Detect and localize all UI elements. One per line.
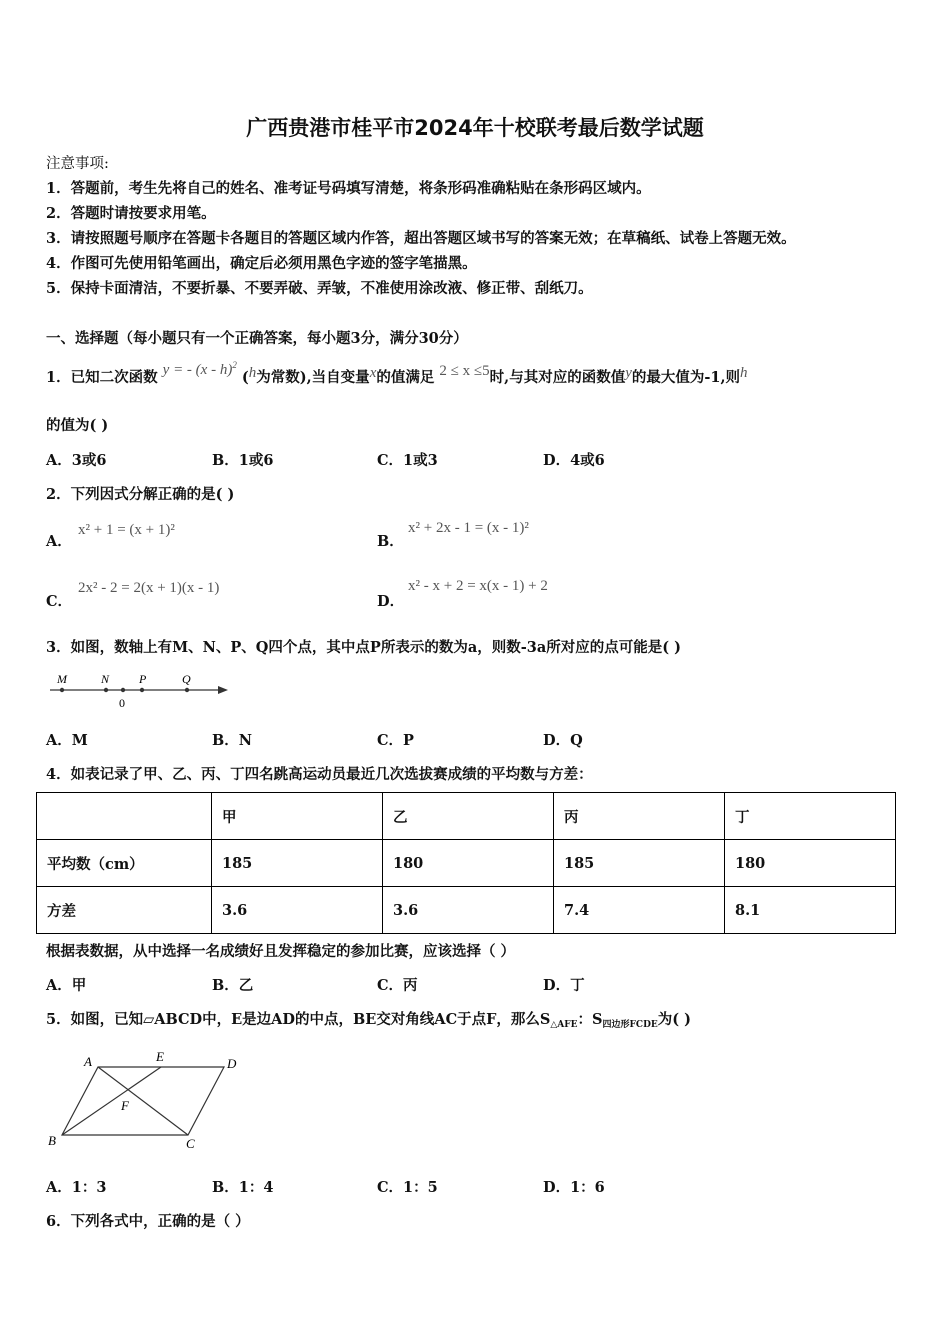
label-a: A [84, 1054, 92, 1069]
option-a-formula: x² + 1 = (x + 1)² [78, 522, 175, 538]
option-d: D．1：6 [543, 1179, 605, 1196]
option-b: B．乙 [212, 977, 254, 994]
option-b: B．1：4 [212, 1179, 274, 1196]
q1-text-line2: 的值为( ) [46, 417, 109, 434]
option-d: D．Q [543, 732, 583, 749]
table-cell [37, 793, 212, 840]
label-q: Q [182, 672, 191, 686]
table-row [37, 840, 896, 887]
q2-stem: 2．下列因式分解正确的是( ) [46, 486, 235, 503]
option-c: C．P [377, 732, 414, 749]
scores-table [36, 792, 896, 934]
label-zero: 0 [119, 696, 125, 710]
table-cell: 7.4 [554, 887, 725, 934]
option-c-label: C． [46, 593, 73, 610]
table-cell: 180 [383, 840, 554, 887]
notice-item: 5．保持卡面清洁，不要折暴、不要弄破、弄皱，不准使用涂改液、修正带、刮纸刀。 [46, 280, 593, 297]
option-a: A．M [46, 732, 88, 749]
option-d-label: D． [377, 593, 405, 610]
q4-after: 根据表数据，从中选择一名成绩好且发挥稳定的参加比赛，应该选择（ ） [46, 943, 516, 960]
option-a-label: A． [46, 533, 72, 550]
point-m [60, 688, 64, 692]
point-zero [121, 688, 125, 692]
notice-item: 4．作图可先使用铅笔画出，确定后必须用黑色字迹的签字笔描黑。 [46, 255, 477, 272]
section-heading: 一、选择题（每小题只有一个正确答案，每小题3分，满分30分） [46, 330, 468, 347]
option-c: C．1或3 [377, 452, 438, 469]
q6-stem: 6．下列各式中，正确的是（ ） [46, 1213, 250, 1230]
table-cell: 3.6 [212, 887, 383, 934]
option-d: D．4或6 [543, 452, 605, 469]
label-f: F [121, 1098, 129, 1113]
option-c-formula: 2x² - 2 = 2(x + 1)(x - 1) [78, 580, 220, 596]
point-p [140, 688, 144, 692]
table-cell: 3.6 [383, 887, 554, 934]
option-a: A．甲 [46, 977, 87, 994]
table-header: 甲 [212, 793, 383, 840]
number-line-figure [44, 668, 234, 712]
table-header: 丁 [725, 793, 896, 840]
option-a: A．3或6 [46, 452, 107, 469]
notice-item: 1．答题前，考生先将自己的姓名、准考证号码填写清楚，将条形码准确粘贴在条形码区域内。 [46, 180, 651, 197]
point-n [104, 688, 108, 692]
q1-text: 1．已知二次函数 y = - (x - h)$^2$ (h为常数),当自变量x的值满足 2 ≤ x ≤5时,与其对应的函数值y的最大值为-1,则h [46, 360, 748, 386]
label-n: N [101, 672, 110, 686]
option-b: B．N [212, 732, 253, 749]
q5-stem: 5．如图，已知▱ABCD中，E是边AD的中点，BE交对角线AC于点F，那么$S_{\triangle AFE}$：$S_{四边形FCDE}$为( ) [46, 1011, 692, 1030]
notice-item: 3．请按照题号顺序在答题卡各题目的答题区域内作答，超出答题区域书写的答案无效；在草稿纸、试卷上答题无效。 [46, 230, 796, 247]
table-cell: 8.1 [725, 887, 896, 934]
label-p: P [139, 672, 147, 686]
label-d: D [227, 1056, 237, 1071]
option-c: C．1：5 [377, 1179, 438, 1196]
notice-heading: 注意事项: [46, 156, 109, 172]
option-d: D．丁 [543, 977, 585, 994]
option-b-label: B． [377, 533, 404, 550]
label-c: C [186, 1136, 195, 1151]
q4-stem: 4．如表记录了甲、乙、丙、丁四名跳高运动员最近几次选拔赛成绩的平均数与方差： [46, 766, 593, 783]
table-header-row [37, 793, 896, 840]
table-cell: 180 [725, 840, 896, 887]
option-b-formula: x² + 2x - 1 = (x - 1)² [408, 520, 529, 536]
option-b: B．1或6 [212, 452, 274, 469]
label-b: B [48, 1133, 56, 1148]
parallelogram-figure [40, 1046, 250, 1156]
point-q [185, 688, 189, 692]
q1-range: 2 ≤ x ≤5 [439, 363, 490, 379]
table-header: 丙 [554, 793, 725, 840]
table-cell: 185 [554, 840, 725, 887]
table-cell: 平均数（cm） [37, 840, 212, 887]
label-e: E [156, 1049, 164, 1064]
option-d-formula: x² - x + 2 = x(x - 1) + 2 [408, 578, 548, 594]
notice-item: 2．答题时请按要求用笔。 [46, 205, 216, 222]
page-title: 广西贵港市桂平市2024年十校联考最后数学试题 [246, 116, 704, 140]
table-header: 乙 [383, 793, 554, 840]
option-a: A．1：3 [46, 1179, 107, 1196]
option-c: C．丙 [377, 977, 418, 994]
table-cell: 185 [212, 840, 383, 887]
arrow-icon [218, 686, 228, 694]
table-row [37, 887, 896, 934]
q1-formula: y = - (x - h)$^2$ [162, 360, 237, 378]
table-cell: 方差 [37, 887, 212, 934]
label-m: M [57, 672, 67, 686]
q3-stem: 3．如图，数轴上有M、N、P、Q四个点，其中点P所表示的数为a，则数-3a所对应的点可能是( ) [46, 639, 681, 656]
